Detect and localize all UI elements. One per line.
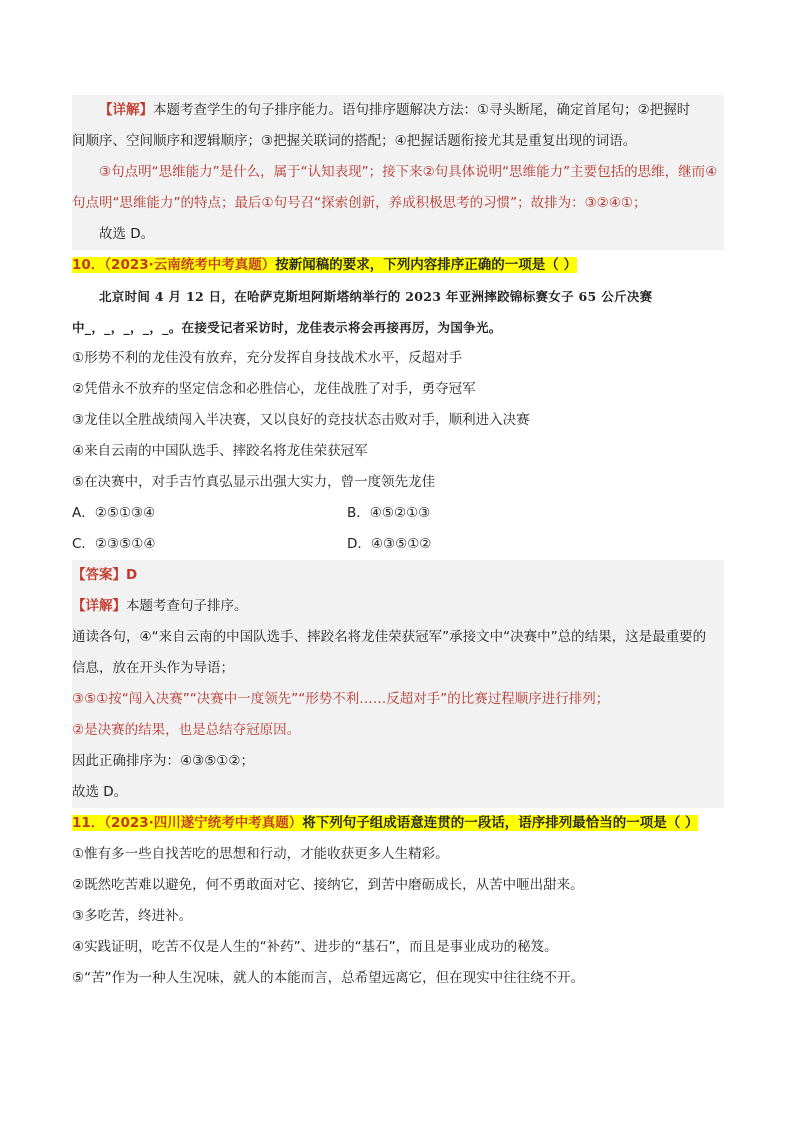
explanation-conclusion: 故选 D。 — [72, 784, 128, 800]
sentence-item: ①形势不利的龙佳没有放弃，充分发挥自身技战术水平，反超对手 — [72, 350, 463, 366]
explanation-line: 因此正确排序为：④③⑤①②； — [72, 753, 255, 769]
explanation-line: 通读各句，④“来自云南的中国队选手、摔跤名将龙佳荣获冠军”承接文中“决赛中”总的结果，这是最重要的 — [72, 629, 707, 645]
explanation-line: 间顺序、空间顺序和逻辑顺序；③把握关联词的搭配；④把握话题衔接尤其是重复出现的词语。 — [72, 133, 637, 149]
question-10-items — [72, 343, 724, 498]
explanation-label: 【详解】 — [99, 102, 153, 118]
question-11-heading — [72, 808, 724, 839]
explanation-line: 句点明“思维能力”的特点；最后①句号召“探索创新，养成积极思考的习惯”；故排为：③②④①； — [72, 195, 647, 211]
explanation-line: ③句点明“思维能力”是什么，属于“认知表现”；接下来②句具体说明“思维能力”主要包括的思维，继而④ — [99, 164, 718, 180]
question-11-items — [72, 839, 724, 994]
explanation-line — [72, 591, 724, 622]
explanation-line: ②是决赛的结果，也是总结夺冠原因。 — [72, 722, 301, 738]
explanation-conclusion: 故选 D。 — [99, 226, 155, 242]
option-d: D．④③⑤①② — [347, 536, 432, 552]
answer-label: 【答案】 — [72, 567, 126, 583]
question-source: （2023·云南统考中考真题） — [104, 257, 276, 273]
option-c: C．②③⑤①④ — [72, 536, 156, 552]
question-number: 10． — [72, 257, 105, 273]
sentence-item: ②既然吃苦难以避免，何不勇敢面对它、接纳它，到苦中磨砺成长，从苦中咂出甜来。 — [72, 877, 584, 893]
question-stem: 按新闻稿的要求，下列内容排序正确的一项是（ ） — [275, 257, 577, 273]
sentence-item: ④来自云南的中国队选手、摔跤名将龙佳荣获冠军 — [72, 443, 368, 459]
sentence-item: ⑤在决赛中，对手吉竹真弘显示出强大实力，曾一度领先龙佳 — [72, 474, 436, 490]
question-10-heading — [72, 250, 724, 281]
question-number: 11． — [72, 815, 105, 831]
answer-line — [72, 560, 724, 591]
option-b: B．④⑤②①③ — [347, 505, 431, 521]
sentence-item: ③龙佳以全胜战绩闯入半决赛，又以良好的竞技状态击败对手，顺利进入决赛 — [72, 412, 530, 428]
explanation-line: ③⑤①按“闯入决赛”“决赛中一度领先”“形势不利……反超对手”的比赛过程顺序进行排列； — [72, 691, 610, 707]
options-row — [72, 498, 724, 529]
question-source: （2023·四川遂宁统考中考真题） — [104, 815, 303, 831]
sentence-item: ③多吃苦，终进补。 — [72, 908, 193, 924]
document-page — [72, 95, 724, 994]
question-passage: 中_，_，_，_，_。在接受记者采访时，龙佳表示将会再接再厉，为国争光。 — [72, 320, 502, 335]
answer-block-q10 — [72, 560, 724, 808]
explanation-line — [72, 95, 724, 126]
answer-value: D — [126, 567, 138, 583]
sentence-item: ①惟有多一些自找苦吃的思想和行动，才能收获更多人生精彩。 — [72, 846, 449, 862]
sentence-item: ⑤“苦”作为一种人生况味，就人的本能而言，总希望远离它，但在现实中往往绕不开。 — [72, 970, 585, 986]
question-stem: 将下列句子组成语意连贯的一段话，语序排列最恰当的一项是（ ） — [302, 815, 699, 831]
sentence-item: ②凭借永不放弃的坚定信念和必胜信心，龙佳战胜了对手，勇夺冠军 — [72, 381, 476, 397]
question-passage: 北京时间 4 月 12 日，在哈萨克斯坦阿斯塔纳举行的 2023 年亚洲摔跤锦标赛女子 65 公斤决赛 — [99, 289, 653, 304]
explanation-text: 本题考查学生的句子排序能力。语句排序题解决方法：①寻头断尾，确定首尾句；②把握时 — [153, 102, 691, 118]
options-row — [72, 529, 724, 560]
explanation-line: 信息，放在开头作为导语； — [72, 660, 234, 676]
sentence-item: ④实践证明，吃苦不仅是人生的“补药”、进步的“基石”，而且是事业成功的秘笈。 — [72, 939, 558, 955]
explanation-label: 【详解】 — [72, 598, 126, 614]
explanation-title: 本题考查句子排序。 — [126, 598, 248, 614]
option-a: A．②⑤①③④ — [72, 505, 156, 521]
explanation-block-q9 — [72, 95, 724, 250]
